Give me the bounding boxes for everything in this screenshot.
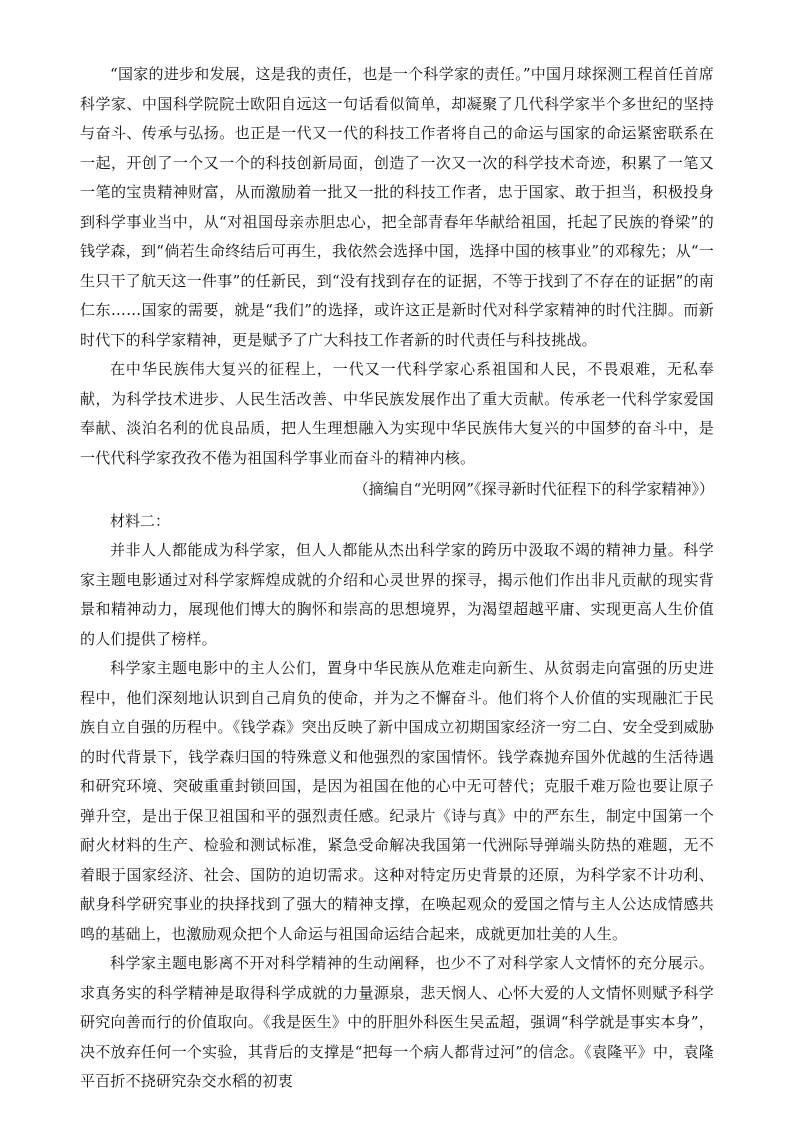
material-two-heading: 材料二： [110, 511, 171, 530]
paragraph-material-one-2: 在中华民族伟大复兴的征程上，一代又一代科学家心系祖国和人民，不畏艰难，无私奉献，为科学技术进步、人民生活改善、中华民族发展作出了重大贡献。传承老一代科学家爱国奉献、淡泊名利的优良品质，把人生理想融入为实现中华民族伟大复兴的中国梦的奋斗中，是一代代科学家孜孜不倦为祖国科学事业而奋斗的精神内核。 [80, 360, 714, 467]
paragraph-material-one-1: “国家的进步和发展，这是我的责任，也是一个科学家的责任。”中国月球探测工程首任首席科学家、中国科学院院士欧阳自远这一句话看似简单，却凝聚了几代科学家半个多世纪的坚持与奋斗、传承与弘扬。也正是一代又一代的科技工作者将自己的命运与国家的命运紧密联系在一起，开创了一个又一个的科技创新局面，创造了一次又一次的科学技术奇迹，积累了一笔又一笔的宝贵精神财富，从而激励着一批又一批的科技工作者，忠于国家、敢于担当，积极投身到科学事业当中，从“对祖国母亲赤胆忠心，把全部青春年华献给祖国，托起了民族的脊梁”的钱学森，到“倘若生命终结后可再生，我依然会选择中国，选择中国的核事业”的邓稼先；从“一生只干了航天这一件事”的任新民，到“没有找到存在的证据，不等于找到了不存在的证据”的南仁东……国家的需要，就是“我们”的选择，或许这正是新时代对科学家精神的时代注脚。而新时代下的科学家精神，更是赋予了广大科技工作者新的时代责任与科技挑战。 [80, 65, 714, 349]
paragraph-material-two-3: 科学家主题电影离不开对科学精神的生动阐释，也少不了对科学家人文情怀的充分展示。求真务实的科学精神是取得科学成就的力量源泉，悲天悯人、心怀大爱的人文情怀则赋予科学研究向善而行的价值取向。《我是医生》中的肝胆外科医生吴孟超，强调“科学就是事实本身”，决不放弃任何一个实验，其背后的支撑是“把每一个病人都背过河”的信念。《袁隆平》中，袁隆平百折不挠研究杂交水稻的初衷 [80, 954, 714, 1090]
paragraph-material-two-2: 科学家主题电影中的主人公们，置身中华民族从危难走向新生、从贫弱走向富强的历史进程中，他们深刻地认识到自己肩负的使命，并为之不懈奋斗。他们将个人价值的实现融汇于民族自立自强的历程中。《钱学森》突出反映了新中国成立初期国家经济一穷二白、安全受到威胁的时代背景下，钱学森归国的特殊意义和他强烈的家国情怀。钱学森抛弃国外优越的生活待遇和研究环境、突破重重封锁回国，是因为祖国在他的心中无可替代；克服千难万险也要让原子弹升空，是出于保卫祖国和平的强烈责任感。纪录片《诗与真》中的严东生，制定中国第一个耐火材料的生产、检验和测试标准，紧急受命解决我国第一代洲际导弹端头防热的难题，无不着眼于国家经济、社会、国防的迫切需求。这种对特定历史背景的还原，为科学家不计功利、献身科学研究事业的抉择找到了强大的精神支撑，在唤起观众的爱国之情与主人公达成情感共鸣的基础上，也激励观众把个人命运与祖国命运结合起来，成就更加壮美的人生。 [80, 659, 714, 943]
paragraph-material-two-1: 并非人人都能成为科学家，但人人都能从杰出科学家的跨历中汲取不竭的精神力量。科学家主题电影通过对科学家辉煌成就的介绍和心灵世界的探寻，揭示他们作出非凡贡献的现实背景和精神动力，展现他们博大的胸怀和崇高的思想境界，为渴望超越平庸、实现更高人生价值的人们提供了榜样。 [80, 541, 714, 648]
source-citation: （摘编自“光明网”《探寻新时代征程下的科学家精神》） [353, 480, 714, 498]
document-page [80, 60, 714, 1097]
